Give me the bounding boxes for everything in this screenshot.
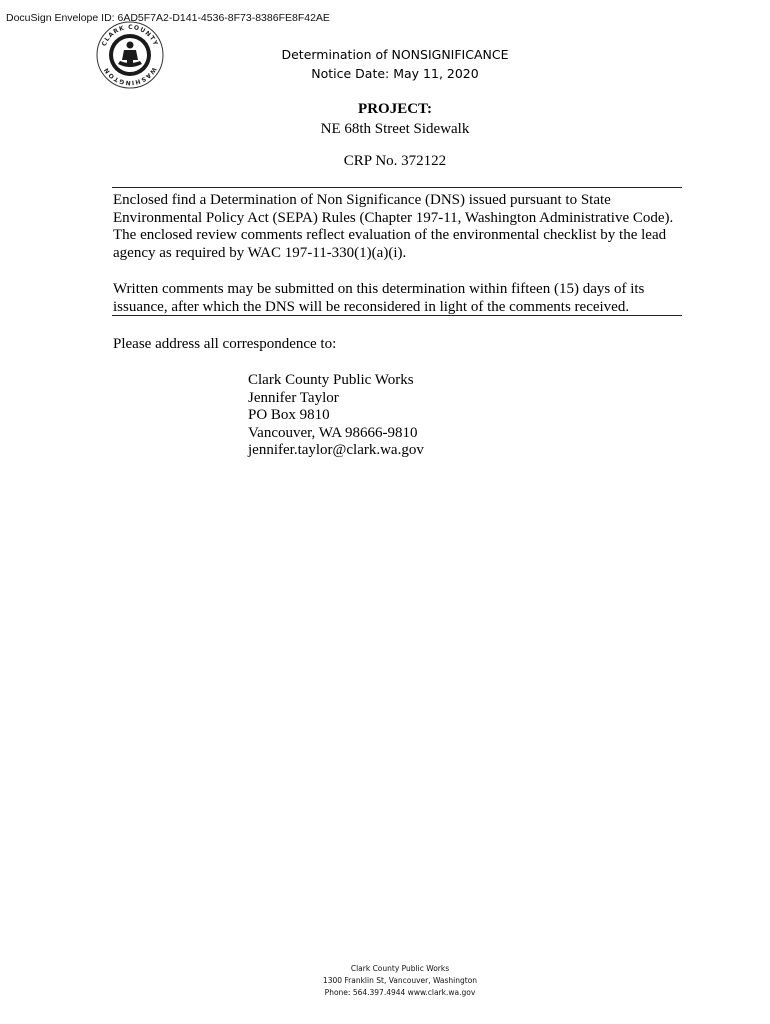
footer-address: 1300 Franklin St, Vancouver, Washington xyxy=(322,976,478,985)
seal-bottom-text: WASHINGTON xyxy=(102,65,158,87)
correspondence-intro: Please address all correspondence to: xyxy=(113,336,337,352)
mailing-address xyxy=(248,372,424,460)
address-email: jennifer.taylor@clark.wa.gov xyxy=(248,442,424,459)
dns-paragraph: Enclosed find a Determination of Non Significance (DNS) issued pursuant to State Environmental Policy Act (SEPA) Rules (Chapter 197-11, Washington Administrative Code). The enclosed review comments reflect evaluation of the environmental checklist by the lead agency as required by WAC 197-11-330(1)(a)(i). xyxy=(113,192,674,261)
address-org: Clark County Public Works xyxy=(248,372,414,388)
project-name: NE 68th Street Sidewalk xyxy=(320,121,470,137)
divider-bottom xyxy=(112,315,682,316)
docusign-envelope-id: DocuSign Envelope ID: 6AD5F7A2-D141-4536-8F73-8386FE8F42AE xyxy=(6,12,330,24)
comments-paragraph: Written comments may be submitted on this determination within fifteen (15) days of its issuance, after which the DNS will be reconsidered in light of the comments received. xyxy=(113,281,645,315)
project-label: PROJECT: xyxy=(358,101,432,117)
crp-number: CRP No. 372122 xyxy=(343,153,447,169)
footer-contact: Phone: 564.397.4944 www.clark.wa.gov xyxy=(324,988,476,997)
address-name: Jennifer Taylor xyxy=(248,389,339,406)
address-city: Vancouver, WA 98666-9810 xyxy=(248,424,418,441)
document-title: Determination of NONSIGNIFICANCE xyxy=(281,47,509,62)
seal-top-text: CLARK COUNTY xyxy=(100,23,160,48)
address-po-box: PO Box 9810 xyxy=(248,407,330,424)
divider-top xyxy=(112,187,682,188)
footer-org: Clark County Public Works xyxy=(350,964,450,973)
notice-date: Notice Date: May 11, 2020 xyxy=(311,66,479,81)
county-seal-icon xyxy=(94,20,166,90)
